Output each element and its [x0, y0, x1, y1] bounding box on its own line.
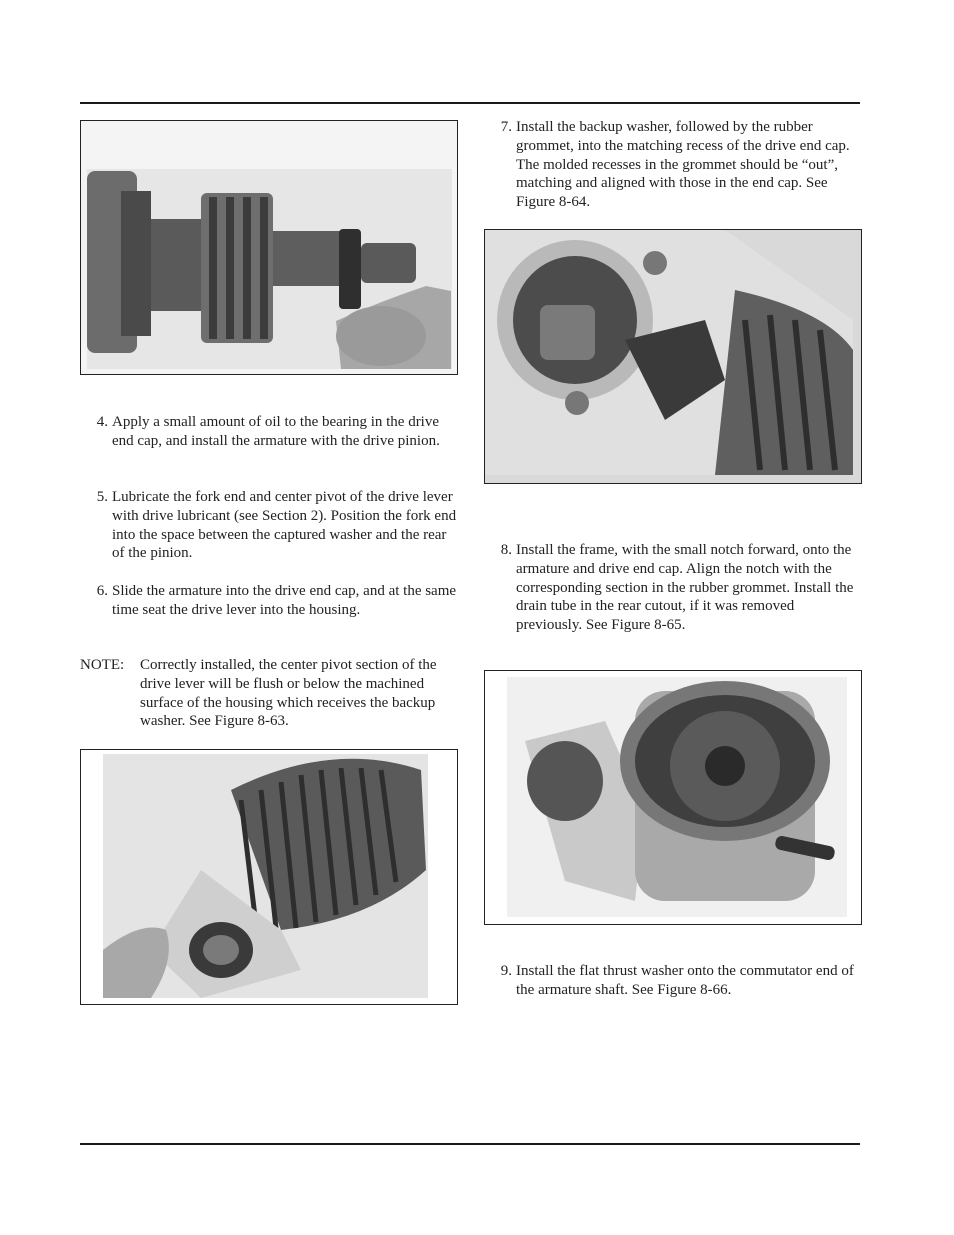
armature-installed-photo — [80, 749, 458, 1005]
step-number: 6. — [96, 583, 108, 599]
step-text: Install the backup washer, followed by the rubber grommet, into the matching recess of the drive end cap. The molded recesses in the grommet should be “out”, matching and aligned with those in the end cap. See Figure 8-64. — [516, 119, 850, 211]
header-rule — [80, 102, 860, 104]
note-label: NOTE: — [80, 657, 125, 673]
frame-installed-photo — [484, 670, 862, 925]
step-text: Lubricate the fork end and center pivot of the drive lever with drive lubricant (see Section 2). Position the fork end into the space between the captured washer and the rear of the pinion. — [112, 489, 457, 562]
step-number: 7. — [500, 119, 512, 135]
step-number: 5. — [96, 489, 108, 505]
grommet-end-cap-photo — [484, 229, 862, 484]
armature-pinion-photo — [80, 120, 458, 375]
step-number: 9. — [500, 963, 512, 979]
step-text: Install the flat thrust washer onto the commutator end of the armature shaft. See Figure 8-66. — [516, 963, 854, 998]
step-number: 8. — [500, 542, 512, 558]
step-text: Apply a small amount of oil to the bearing in the drive end cap, and install the armature with the drive pinion. — [112, 414, 440, 449]
step-text: Slide the armature into the drive end cap, and at the same time seat the drive lever into the housing. — [112, 583, 457, 618]
step-number: 4. — [96, 414, 108, 430]
note-text: Correctly installed, the center pivot section of the drive lever will be flush or below the machined surface of the housing which receives the backup washer. See Figure 8-63. — [140, 657, 437, 730]
step-text: Install the frame, with the small notch forward, onto the armature and drive end cap. Align the notch with the corresponding section in the rubber grommet. Install the drain tube in the rear cutout, if it was removed previously. See Figure 8-65. — [516, 542, 854, 634]
footer-rule — [80, 1143, 860, 1145]
